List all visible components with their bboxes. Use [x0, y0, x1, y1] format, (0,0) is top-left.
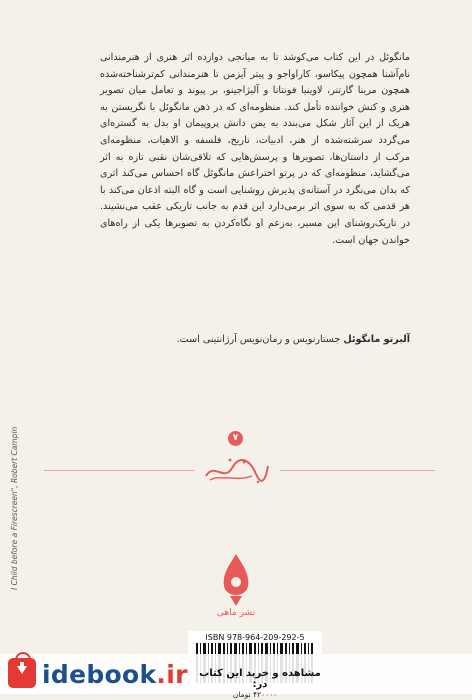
divider-left — [44, 470, 194, 471]
fish-logo-icon — [216, 552, 256, 607]
series-logo-icon — [200, 452, 272, 488]
blurb-paragraph: مانگوئل در این کتاب می‌کوشد تا به میانجی دوازده اثر هنری از هنرمندانی نام‌آشنا همچون پیکاسو، کاراواجو و پیتر آیزمن تا هنرمندانی کم‌ترشناخته‌شده همچون مرینا گارتنر، لاوینیا فونتانا و آلیژاجینو، بر پیوند و تعامل میان تصویر هنری و کنش خواننده تأمل کند. منظومه‌ای که در ذهن مانگوئل با نگریستن به هریک از این آثار شکل می‌بندد به یمن دانش پروپیمان او بدل به گستره‌ای می‌گردد سرشته‌شده از هنر، ادبیات، تاریخ، فلسفه و الاهیات، منظومه‌ای مرکب از داستان‌ها، تصویرها و پرسش‌هایی که تلاقی‌شان نقبی تازه به اثر می‌گشاید، منظومه‌ای که در پرتو اختراعش مانگوئل گاه احساس می‌کند اثری که بدان می‌نگرد در آستانه‌ی پذیرش روشنایی است و گاه البته اذعان می‌کند با هر قدمی که به سوی اثر برمی‌دارد این قدم به جانب تاریکی عقب می‌نشیند. در تاریک‌روشنای این مسیر، به‌زعم او نگاه‌کردن به تصویرها یکی از راه‌های خواندن جهان است. — [100, 52, 410, 246]
series-volume-badge: ۷ — [228, 431, 243, 446]
cover-image-credit: I Child before a Firescreen", Robert Campin — [10, 426, 19, 590]
watermark-site-main: idebook — [42, 660, 157, 689]
watermark-site[interactable] — [42, 660, 188, 689]
price-label: ۴۲۰۰۰۰ تومان — [232, 690, 278, 699]
publisher-name: نشر ماهی — [216, 608, 256, 618]
isbn-number: ISBN 978-964-209-292-5 — [205, 633, 305, 642]
watermark-site-tld: .ir — [156, 660, 188, 689]
divider-right — [280, 470, 435, 471]
author-description: جستارنویس و رمان‌نویس آرژانتینی است. — [176, 334, 344, 345]
watermark-tagline: مشاهده و خرید این کتاب در: — [199, 668, 321, 690]
author-name: آلبرتو مانگوئل — [343, 334, 410, 345]
shopping-bag-icon — [8, 658, 36, 688]
author-line — [100, 334, 410, 345]
blurb-text — [100, 50, 410, 249]
